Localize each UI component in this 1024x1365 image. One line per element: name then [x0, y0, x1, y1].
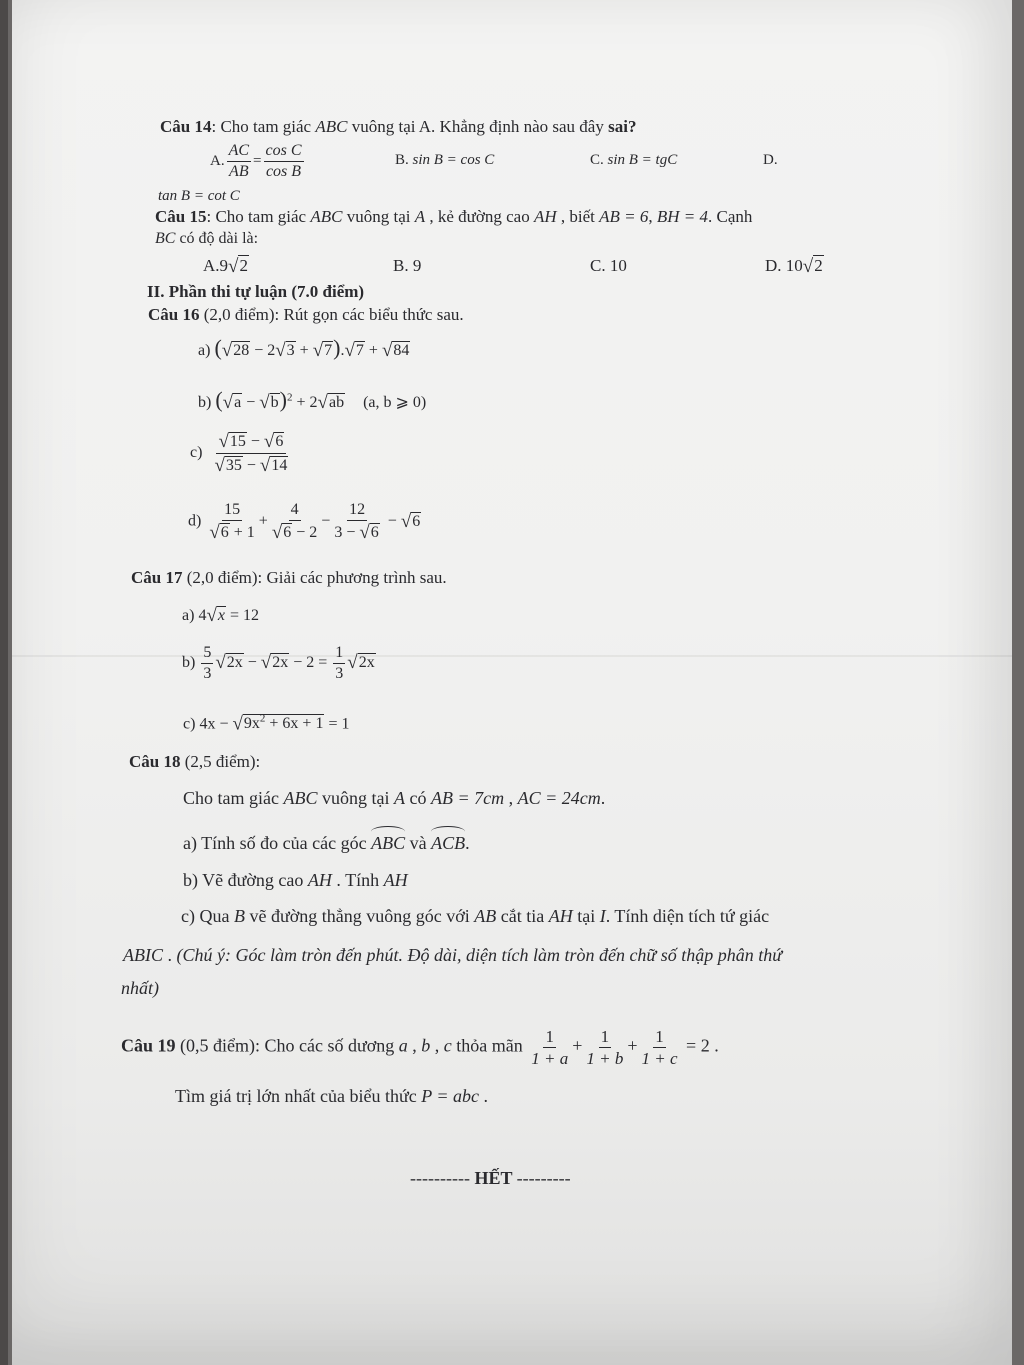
op: 4 — [198, 607, 207, 624]
q18-note-end: nhất) — [121, 978, 159, 998]
q19-label: Câu 19 — [121, 1035, 176, 1056]
sqrt — [318, 393, 346, 412]
sqrt — [272, 523, 292, 542]
radicand: 2 — [239, 256, 248, 275]
q18-var: AB — [474, 906, 497, 926]
q17-a — [182, 606, 259, 625]
q19-stem — [121, 1028, 719, 1067]
q18-a — [183, 834, 470, 852]
q18-var: I — [599, 906, 606, 926]
q17-b-frac1 — [201, 645, 213, 682]
paper-edge — [0, 0, 8, 1365]
radicand: a — [234, 394, 242, 411]
frac-num: AC — [227, 143, 251, 162]
q15-stem — [155, 208, 752, 225]
q19-frac-a — [529, 1028, 570, 1067]
sqrt — [264, 432, 284, 451]
op: . — [340, 342, 345, 359]
q19-var: b — [421, 1035, 431, 1056]
q18-var: AB = 7cm — [430, 788, 505, 808]
q18-c-text: vẽ đường thẳng vuông góc với — [244, 906, 475, 926]
frac-num: 4 — [289, 502, 301, 521]
radical-sign: √ — [317, 392, 328, 413]
sqrt — [359, 523, 379, 542]
frac-num: 5 — [201, 645, 213, 664]
q18-label: Câu 18 — [129, 752, 181, 771]
q15-label: Câu 15 — [155, 207, 207, 226]
radicand: 28 — [233, 342, 250, 359]
q18-text: . — [600, 788, 606, 808]
q19-text: Tìm giá trị lớn nhất của biểu thức — [175, 1086, 422, 1106]
q15-t2: vuông tại — [342, 207, 415, 226]
op: = 12 — [225, 607, 260, 624]
frac-num: 1 — [655, 1027, 664, 1046]
q16-d-frac2 — [270, 502, 319, 542]
frac-num: 12 — [347, 502, 367, 521]
q15-t6: . Cạnh — [708, 207, 753, 226]
radicand: 6 — [283, 524, 292, 541]
op: 3 − — [334, 524, 360, 541]
q19-eq: = 2 . — [681, 1035, 719, 1056]
frac-den: 1 + a — [531, 1049, 569, 1068]
q15-t4: , biết — [556, 207, 600, 226]
paper-fold — [12, 655, 1012, 657]
q18-text: Cho tam giác — [183, 788, 284, 808]
q14-text-2: vuông tại A. Khẳng định nào sau đây — [347, 117, 609, 136]
q15-t3: , kẻ đường cao — [425, 207, 534, 226]
sqrt — [382, 341, 410, 360]
q18-c-text: cắt tia — [496, 906, 549, 926]
radicand: 2x — [226, 654, 243, 672]
q19-sep: , — [407, 1035, 422, 1056]
frac-den — [270, 521, 319, 542]
q14-b-expr: sin B = cos C — [412, 152, 495, 168]
sqrt — [344, 341, 364, 360]
q18-intro — [183, 789, 605, 807]
sqrt — [214, 456, 242, 475]
frac-num: 1 — [545, 1027, 554, 1046]
q15-t5: , — [648, 207, 657, 226]
frac-den: 3 — [335, 665, 344, 682]
paren-open: ( — [215, 387, 223, 412]
q15-t1: : Cho tam giác — [206, 207, 311, 226]
q19-var: P = abc — [421, 1086, 480, 1106]
op: + — [258, 512, 268, 530]
q15-stem-line2 — [155, 231, 258, 247]
q18-c-text: tại — [572, 906, 600, 926]
radical-sign: √ — [802, 256, 814, 277]
q18-text: vuông tại — [317, 788, 394, 808]
q16-d-label: d) — [188, 512, 202, 530]
frac-num: 1 — [333, 645, 345, 664]
radicand-part: + 6x + 1 — [265, 715, 324, 733]
radicand: 6 — [220, 524, 229, 541]
q15-v1: ABC — [310, 207, 343, 226]
q14-label: Câu 14 — [160, 117, 212, 136]
exponent: 2 — [259, 713, 266, 725]
op: = 1 — [324, 715, 350, 733]
q15-option-b: B. 9 — [393, 256, 422, 275]
q18-text: có — [404, 788, 431, 808]
q18-var: A — [393, 788, 405, 808]
op: − — [321, 512, 331, 530]
end-dash: ---------- — [410, 1168, 470, 1188]
q15-bc: BC — [155, 230, 176, 247]
radicand: 14 — [271, 457, 288, 474]
sqrt — [259, 393, 279, 412]
radicand: 15 — [229, 433, 246, 450]
part2-heading: II. Phần thi tự luận (7.0 điểm) — [147, 282, 365, 301]
q18-var: AH — [383, 870, 408, 890]
q14-a-eq: = — [253, 152, 262, 169]
q16-d-frac1 — [207, 502, 256, 542]
radical-sign: √ — [260, 652, 272, 674]
q16-stem — [148, 306, 464, 323]
op: − 2 — [292, 524, 318, 541]
q16-c-label: c) — [190, 444, 203, 462]
radicand: ab — [328, 394, 345, 411]
q19-tail: thỏa mãn — [451, 1035, 528, 1056]
radical-sign: √ — [259, 392, 270, 413]
q18-c-text: . Tính diện tích tứ giác — [605, 906, 770, 926]
radical-sign: √ — [347, 652, 358, 674]
op: − 2 = — [289, 654, 332, 672]
q14-option-d: D. — [763, 152, 778, 168]
op: − — [383, 512, 401, 530]
paren-open: ( — [214, 335, 222, 360]
sqrt — [313, 341, 333, 360]
op: − — [246, 433, 264, 450]
q16-c-frac — [212, 432, 290, 475]
frac-den: AB — [229, 163, 249, 180]
op: + — [295, 342, 313, 359]
sqrt — [401, 512, 421, 531]
q15-v4: AB = 6 — [599, 207, 649, 226]
q14-var: ABC — [315, 117, 348, 136]
q17-score: (2,0 điểm): Giải các phương trình sau. — [182, 568, 447, 587]
q17-b-frac2 — [333, 645, 345, 682]
q19-line2 — [175, 1087, 488, 1105]
q18-var: AC = 24cm — [517, 788, 601, 808]
q18-a-end: . — [465, 833, 470, 853]
q15-option-d — [765, 257, 824, 276]
op: − — [242, 394, 260, 411]
q18-b-mid: . Tính — [331, 870, 384, 890]
q18-c-text: . — [163, 945, 177, 965]
q19-score: (0,5 điểm): Cho các số dương — [175, 1035, 399, 1056]
q16-a — [198, 337, 410, 360]
frac-num — [216, 432, 286, 454]
radicand: 2 — [814, 256, 823, 275]
op: + — [572, 1035, 583, 1056]
q15-v5: BH = 4 — [656, 207, 709, 226]
radicand: 6 — [370, 524, 379, 541]
radicand: b — [270, 394, 279, 411]
radicand: 2x — [272, 654, 289, 672]
sqrt — [275, 341, 295, 360]
q18-var: AH — [307, 870, 332, 890]
q19-var: c — [443, 1035, 452, 1056]
op: + 2 — [292, 394, 318, 411]
q14-a-frac1 — [227, 143, 251, 180]
exponent: 2 — [287, 391, 293, 404]
q19-var: a — [398, 1035, 408, 1056]
q14-text: : Cho tam giác — [211, 117, 316, 136]
q19-text: . — [479, 1086, 489, 1106]
q18-b-text: b) Vẽ đường cao — [183, 870, 308, 890]
q18-score: (2,5 điểm): — [180, 752, 261, 771]
sqrt — [260, 456, 288, 475]
q14-b-label: B. — [395, 152, 413, 168]
sqrt — [261, 653, 289, 672]
radical-sign: √ — [218, 431, 229, 452]
radical-sign: √ — [259, 455, 271, 476]
frac-num: 15 — [222, 502, 242, 521]
frac-den: cos B — [265, 163, 302, 180]
op: 4x − — [199, 715, 233, 733]
q16-d — [188, 502, 421, 542]
angle-acb: ACB — [431, 833, 466, 853]
radicand: 7 — [324, 342, 333, 359]
q14-sai: sai? — [608, 117, 637, 136]
q14-c-label: C. — [590, 152, 608, 168]
radical-sign: √ — [263, 431, 275, 452]
q14-c-expr: sin B = tgC — [607, 152, 678, 168]
q17-label: Câu 17 — [131, 568, 183, 587]
sqrt — [232, 714, 324, 733]
q18-var: AH — [548, 906, 573, 926]
radical-sign: √ — [312, 340, 324, 361]
sqrt — [209, 523, 229, 542]
radicand: 7 — [355, 342, 364, 359]
sqrt — [206, 606, 226, 625]
sqrt — [803, 257, 824, 276]
frac-den — [212, 454, 290, 475]
radical-sign: √ — [209, 522, 220, 543]
q15-d-label: D. — [765, 256, 786, 275]
radicand: 6 — [412, 512, 421, 530]
q18-var: ABC — [283, 788, 318, 808]
frac-den — [207, 521, 256, 542]
radicand: 3 — [286, 342, 295, 359]
q15-a-label: A. — [203, 256, 220, 275]
q15-option-a — [203, 257, 249, 276]
radicand-part: 9x — [243, 715, 260, 733]
q17-b — [182, 645, 376, 682]
q17-stem — [131, 569, 447, 586]
radicand: x — [217, 607, 225, 624]
end-dash: --------- — [516, 1168, 571, 1188]
radicand — [243, 714, 325, 732]
sqrt — [347, 653, 375, 672]
q14-option-d-expr: tan B = cot C — [158, 188, 240, 204]
radical-sign: √ — [221, 340, 233, 361]
radical-sign: √ — [400, 510, 412, 532]
paren-close: ) — [279, 387, 287, 412]
sqrt — [218, 432, 246, 451]
q15-v2: A — [414, 207, 426, 226]
op: + — [364, 342, 382, 359]
radical-sign: √ — [359, 522, 370, 543]
q16-a-label: a) — [198, 342, 211, 359]
q14-option-c — [590, 153, 677, 168]
q17-c — [183, 714, 349, 733]
q15-v3: AH — [533, 207, 557, 226]
q18-text: , — [504, 788, 518, 808]
q18-var: ABIC — [123, 945, 163, 965]
q16-b — [198, 389, 426, 412]
q14-stem — [160, 118, 636, 135]
frac-den: 1 + b — [586, 1049, 624, 1068]
radical-sign: √ — [222, 392, 234, 413]
frac-num: cos C — [264, 143, 304, 162]
radical-sign: √ — [271, 522, 283, 543]
sqrt — [223, 393, 243, 412]
q18-a-text: a) Tính số đo của các góc — [183, 833, 372, 853]
radicand: 84 — [393, 342, 410, 359]
radicand: 2x — [358, 654, 375, 672]
radical-sign: √ — [381, 340, 393, 361]
q16-b-condition: (a, b ⩾ 0) — [363, 394, 427, 411]
radical-sign: √ — [206, 605, 217, 626]
frac-num: 1 — [600, 1027, 610, 1046]
q18-c-text: c) Qua — [181, 906, 234, 926]
q16-label: Câu 16 — [148, 305, 200, 324]
q16-d-frac3 — [332, 502, 381, 542]
radical-sign: √ — [275, 340, 286, 361]
q15-d-num: 10 — [785, 256, 803, 275]
q15-t7: có độ dài là: — [175, 230, 259, 247]
op: − — [243, 654, 261, 672]
radicand: 35 — [225, 457, 242, 474]
q15-a-num: 9 — [219, 256, 229, 275]
q15-option-c: C. 10 — [590, 256, 627, 275]
q18-stem — [129, 753, 260, 770]
q14-a-label: A. — [210, 152, 225, 169]
q16-b-label: b) — [198, 394, 212, 411]
q18-var: B — [233, 906, 245, 926]
q18-note: (Chú ý: Góc làm tròn đến phút. Độ dài, diện tích làm tròn đến chữ số thập phân thứ — [176, 945, 783, 965]
op: − — [242, 457, 260, 474]
op: − 2 — [250, 342, 276, 359]
radical-sign: √ — [232, 713, 243, 735]
radical-sign: √ — [214, 455, 225, 476]
radical-sign: √ — [228, 256, 239, 277]
radicand: 6 — [275, 433, 284, 450]
sqrt — [228, 257, 249, 276]
frac-den: 1 + c — [641, 1049, 678, 1068]
q17-a-label: a) — [182, 607, 195, 624]
q18-b — [183, 871, 408, 889]
q19-frac-c — [640, 1028, 680, 1067]
q17-b-label: b) — [182, 654, 196, 672]
frac-den — [332, 521, 381, 542]
paren-close: ) — [333, 335, 341, 360]
sqrt — [222, 341, 250, 360]
op: + 1 — [229, 524, 255, 541]
end-word: HẾT — [469, 1168, 517, 1188]
q14-option-a — [210, 143, 306, 180]
q18-a-and: và — [405, 833, 432, 853]
q14-option-b — [395, 153, 494, 168]
radical-sign: √ — [215, 652, 226, 674]
exam-paper — [12, 0, 1012, 1365]
q18-c-line2 — [123, 946, 782, 964]
angle-abc: ABC — [371, 833, 406, 853]
q16-score: (2,0 điểm): Rút gọn các biểu thức sau. — [199, 305, 464, 324]
q17-c-label: c) — [183, 715, 196, 733]
end-marker — [410, 1169, 571, 1187]
radical-sign: √ — [344, 340, 355, 361]
frac-den: 3 — [203, 665, 212, 682]
q19-sep: , — [430, 1035, 444, 1056]
sqrt — [215, 653, 243, 672]
q19-frac-b — [584, 1028, 625, 1067]
q14-a-frac2 — [264, 143, 304, 180]
q18-c — [181, 907, 769, 925]
q16-c — [190, 432, 292, 475]
op: + — [627, 1035, 638, 1056]
